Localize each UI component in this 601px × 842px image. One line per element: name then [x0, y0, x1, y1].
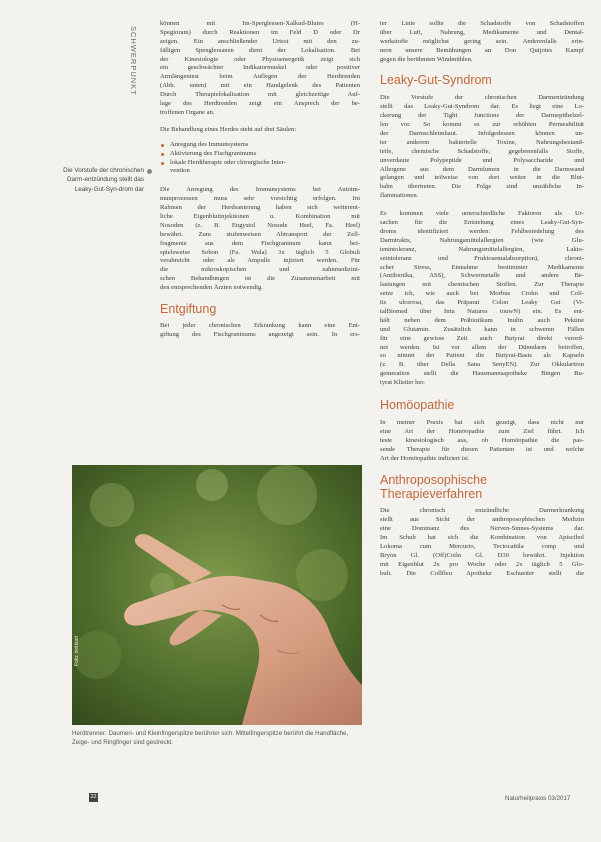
heading-line: Therapieverfahren: [380, 487, 483, 502]
text-line: sachen für die Entstehung eines Leaky-Gut-Syn-: [380, 219, 584, 227]
text-line: liche Eigenblutinjektionen u. Kombination mit: [160, 213, 360, 221]
text-line: Art der Homöopathie indiziert ist.: [380, 454, 470, 462]
paragraph-causes: [380, 210, 584, 388]
text-line: zeigen. Ein anschließender Urtest mit den zu-: [160, 37, 360, 45]
text-line: Rahmen der Herdsanierung haben sich weiterent-: [160, 204, 360, 212]
text-line: können mit Im-Sperglessen-Xalkud-Blutes (H-: [160, 20, 360, 27]
bullet-icon: [161, 162, 164, 165]
text-line: Die Vorstufe der chronischen Darmentzündung: [380, 94, 584, 102]
footer-publication: Naturheilpraxis 03/2017: [505, 795, 571, 802]
text-line: In meiner Praxis hat sich gezeigt, dass nicht nur: [380, 419, 584, 426]
text-line: Spegioram) durch Reaktionen im Feld D oder Dr: [160, 28, 360, 36]
text-line: die mikroskopischen und zahnmedizini-: [160, 266, 360, 274]
photo-caption: Herdtrenner: Daumen- und Kleinfingerspitze berühren sich. Mittelfingerspitze berührt die Handfläche, Zeige- und Ringfinger sind gestreckt.: [72, 730, 349, 746]
paragraph-entgiftung: [160, 322, 360, 340]
text-line: bewährt. Zum stufenweisen Abtransport der Zell-: [160, 230, 360, 238]
text-line: tis ulcerosa, das Präparat Colon Leaky Gut (Vi-: [380, 299, 584, 307]
text-line: fälligen Spenglersanen dient der Lokalisation. Bei: [160, 46, 360, 54]
text-line: stellt aus Sicht der anthroposophischen Medizin: [380, 516, 584, 524]
photo-credit: Foto: zeitblatt: [74, 635, 80, 666]
bullet-icon: [161, 144, 164, 147]
right-column: [380, 20, 584, 579]
text-line: über Luft, Nahrung, Medikamente und Dental-: [380, 28, 584, 36]
text-line: fragmente aus dem Fischgraninum kann bei-: [160, 239, 360, 247]
text-line: ein geschwächter Indikatormuskel oder positiver: [160, 64, 360, 72]
text-line: seintoleranz und Fruktosemalabsorption), chroni-: [380, 254, 584, 262]
text-line: bahn übertreten. Die Folge sind unzähliche In-: [380, 183, 584, 191]
heading-leaky-gut: Leaky-Gut-Syndrom: [380, 73, 492, 88]
side-note-bullet: [147, 169, 152, 174]
list-item: [160, 159, 360, 177]
text-line: talBiomed über Intu Natures touwN) ein. Es ent-: [380, 307, 584, 315]
text-line: droms identifiziert werden: Fehlbesiedelung des: [380, 227, 584, 235]
section-label: SCHWERPUNKT: [129, 26, 138, 96]
text-line: Armlängentest beim Auflegen der Herdtrenden: [160, 73, 360, 81]
text-line: Darmtrakts, Nahrungsmittelallergien (wie Glu-: [380, 236, 584, 244]
text-line: scher Stress, Einnahme bestimmter Medikamente: [380, 263, 584, 271]
text-line: eine Dominanz des Nerven-Sinnes-Systems dar.: [380, 525, 584, 533]
text-line: der Darmschleimhaut. Infolgedessen können un-: [380, 130, 584, 138]
text-line: Die chronisch entzündliche Darmerkrankung: [380, 507, 584, 515]
text-line: stellt das Leaky-Gut-Syndrom dar. Es liegt eine Lo-: [380, 103, 584, 111]
heading-line: Anthroposophische: [380, 473, 488, 488]
text-line: lastungen mit chemischen Stoffen. Zur Therapie: [380, 281, 584, 289]
text-line: (z. B. über Della Sana SenyEN). Zur Okkulartron: [380, 361, 584, 369]
list-item-label: Anregung des Immunsystems: [170, 140, 249, 148]
side-note: Die Vorstufe der chronischen Darm-entzündung stellt das Leaky-Gut-Syn-drom dar: [63, 167, 144, 193]
text-line: Es kommen viele unterschiedliche Faktoren als Ur-: [380, 210, 584, 218]
text-line: setze ich, wie auch bei Morbus Crohn und Coli-: [380, 290, 584, 298]
text-line: teste kinesiologisch aus, ob Homöopathie die pas-: [380, 436, 584, 444]
hand-gesture-image: [72, 465, 362, 725]
text-line: mit Eigenblut 2x pro Woche oder 2x täglich 5 Glo-: [380, 560, 584, 568]
text-line: len vor. So kommt es zur erhöhten Permeabilität: [380, 121, 584, 129]
text-line: Durch Therapielokalisation mit gleichzeitige Auf-: [160, 91, 360, 99]
text-line: für eine gewisse Zeit auch Butyrat direkt verord-: [380, 334, 584, 342]
paragraph-anthroposophie: [380, 507, 584, 578]
text-line: verabreicht oder als Ampulle injiziert werden. Für: [160, 257, 360, 265]
page-number: 22: [90, 794, 97, 800]
text-line: net werden. Ist vor allem der Dünndarm betroffen,: [380, 343, 584, 351]
bullet-icon: [161, 153, 164, 156]
text-line: so nimmt der Patient die Butyrat-Basis als Kapseln: [380, 352, 584, 360]
text-line: Im Schub hat sich die Kombination von Apiscibol: [380, 534, 584, 542]
paragraph-immune: [160, 186, 360, 293]
text-line: gemeration stellt die Hausmannsapotheke Bingen Bu-: [380, 370, 584, 378]
pillar-list: [160, 141, 360, 177]
heading-entgiftung: Entgiftung: [160, 302, 217, 317]
text-line: giftung des Fischgraninums angezeigt sein. In ers-: [160, 330, 360, 338]
text-line: tyrat Klistier her.: [380, 379, 425, 387]
text-line: werkstoffe möglichst gering sein. Anderenfalls erin-: [380, 37, 584, 45]
paragraph-leaky-gut: [380, 94, 584, 201]
text-line: schen Behandlungen ist die Zusammenarbeit mit: [160, 275, 360, 283]
list-item-label-cont: vention: [170, 167, 190, 175]
list-item-label: Aktivierung des Fischgraninums: [170, 149, 257, 157]
list-item: [160, 141, 360, 150]
text-line: unverdaute Polypeptide und Polysaccharide und: [380, 156, 584, 164]
text-line: hält neben dem Präbiotikum Inulin auch Pektine: [380, 316, 584, 324]
text-line: und Glutamin. Zusätzlich kann in schweren Fällen: [380, 325, 584, 333]
text-line: buli. Die Collfleu Apotheke Eschuetter stellt die: [380, 569, 584, 577]
text-line: (Antibiotika, ASS), Schwermetalle und andere Be-: [380, 272, 584, 280]
text-line: Nosoden (z. B. Engystol Nosode Heel, Fa. Heel): [160, 221, 360, 229]
text-line: munprozessen muss sehr vorsichtig erfolgen. Im: [160, 195, 360, 203]
text-line: troffenen Organe an.: [160, 108, 215, 116]
text-line: ckerung der Tight Junctions der Darmepithelzel-: [380, 112, 584, 120]
hand-photo: [72, 465, 362, 725]
paragraph-homoeopathie: [380, 419, 584, 463]
middle-column: [160, 20, 360, 340]
text-line: Lokoma cum Mercurio, Tectocattila comp und: [380, 543, 584, 551]
list-item: [160, 150, 360, 159]
text-line: spielsweise Sobon (Fa. Wala) 3x täglich 5 Globuli: [160, 248, 360, 256]
paragraph-herd-test: [160, 20, 360, 118]
text-line: tenintoleranz, Nahrungsmittelallergien, Lakto-: [380, 245, 584, 253]
text-line: ter anderem bakterielle Toxine, Nahrungsbestand-: [380, 138, 584, 146]
text-line: sende Therapie für diesen Patienten ist und welche: [380, 445, 584, 453]
heading-homoeopathie: Homöopathie: [380, 398, 455, 412]
text-line: Die Anregung des Immunsystems bei Autoim-: [160, 186, 360, 194]
text-line: der Kinesiologie oder Physioenergetik zeigt sich: [160, 55, 360, 63]
text-line: ter Linie sollte die Schadstoffe von Schadstoffen: [380, 20, 584, 27]
list-item-label: lokale Herdtherapie oder chirurgische Inter-: [170, 158, 286, 166]
text-line: Bei jeder chronischen Erkrankung kann eine Ent-: [160, 322, 360, 330]
text-line: flammationen.: [380, 192, 419, 200]
text-line: eine Art der Homöopathie zum Ziel führt. Ich: [380, 427, 584, 435]
text-line: lage des Herdtrenden zeigt ein Ansprech der be-: [160, 100, 360, 108]
heading-anthroposophie: [380, 473, 584, 501]
text-line: Bryon Gl. (Off)Coiln Gl. D30 bewährt. Injektion: [380, 551, 584, 559]
text-line: (Abb. unten) mit ein Handgelenk des Patienten: [160, 82, 360, 90]
text-line: gelangen und teilweise von dort weiter in die Blut-: [380, 174, 584, 182]
text-line: teile, chemische Schadstoffe, gegebenenfalls Stoffe,: [380, 147, 584, 155]
text-line: gegen die berühmten Windmühlen.: [380, 55, 473, 63]
text-line: Allergene aus dem Darmlumen in die Darmwand: [380, 165, 584, 173]
paragraph-pollutants: [380, 20, 584, 64]
text-line: nern unsere Bemühungen an Don Quijotes Kampf: [380, 46, 584, 54]
paragraph-three-pillars: Die Behandlung eines Herdes steht auf drei Säulen:: [160, 125, 297, 133]
text-line: den entsprechenden Ärzten notwendig.: [160, 284, 263, 292]
